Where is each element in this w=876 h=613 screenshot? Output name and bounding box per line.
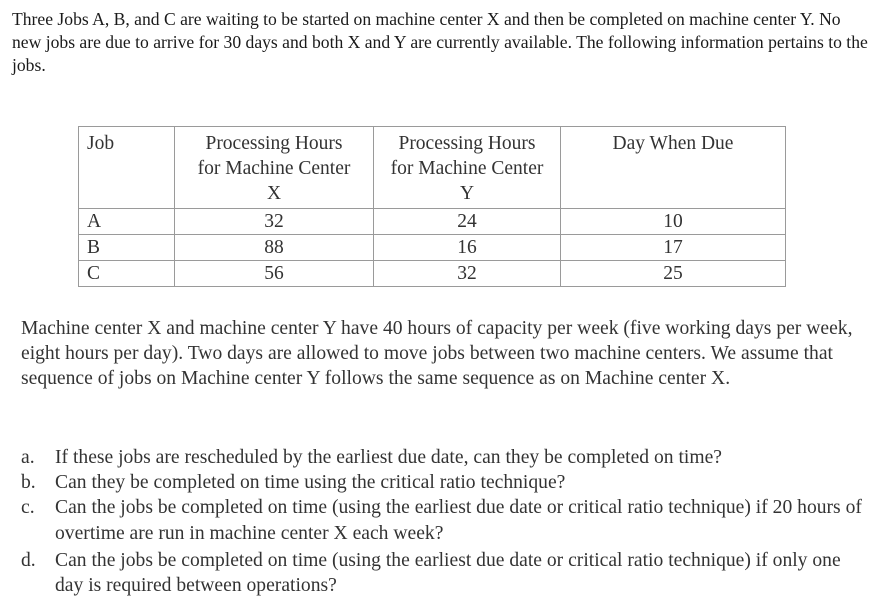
- cell-hours-y: 32: [374, 261, 561, 287]
- cell-job: B: [79, 235, 175, 261]
- jobs-table: [78, 126, 786, 287]
- list-item: [0, 445, 866, 470]
- list-item: [0, 495, 866, 545]
- header-x-line2: for Machine Center: [197, 158, 351, 179]
- list-marker: a.: [21, 447, 35, 468]
- capacity-paragraph: Machine center X and machine center Y have 40 hours of capacity per week (five working days per week, eight hours per day). Two days are allowed to move jobs between two machine centers. We assume that sequence of jobs on Machine center Y follows the same sequence as on Machine center X.: [21, 318, 853, 390]
- header-day-due: Day When Due: [561, 127, 786, 209]
- cell-hours-y: 24: [374, 209, 561, 235]
- cell-due: 17: [561, 235, 786, 261]
- cell-job: A: [79, 209, 175, 235]
- question-text: Can they be completed on time using the critical ratio technique?: [55, 472, 566, 494]
- cell-hours-y: 16: [374, 235, 561, 261]
- question-text: If these jobs are rescheduled by the earliest due date, can they be completed on time?: [55, 447, 723, 468]
- cell-due: 25: [561, 261, 786, 287]
- list-item: [0, 548, 866, 598]
- header-x-line1: Processing Hours: [205, 133, 343, 154]
- cell-hours-x: 88: [175, 235, 374, 261]
- cell-hours-x: 56: [175, 261, 374, 287]
- header-processing-x: [175, 127, 374, 209]
- table-row: [79, 235, 786, 261]
- table-header-row: [79, 127, 786, 209]
- header-y-line2: for Machine Center: [390, 158, 544, 179]
- header-y-line1: Processing Hours: [398, 133, 536, 154]
- question-list: [0, 445, 866, 598]
- cell-due: 10: [561, 209, 786, 235]
- table-row: [79, 209, 786, 235]
- cell-hours-x: 32: [175, 209, 374, 235]
- question-text: Can the jobs be completed on time (using the earliest due date or critical ratio technique) if only one day is required between operations?: [55, 549, 841, 597]
- question-text: Can the jobs be completed on time (using the earliest due date or critical ratio technique) if 20 hours of overtime are run in machine center X each week?: [55, 497, 862, 544]
- table-row: [79, 261, 786, 287]
- list-marker: b.: [21, 472, 36, 494]
- cell-job: C: [79, 261, 175, 287]
- list-item: [0, 470, 866, 495]
- list-marker: d.: [21, 549, 36, 571]
- header-job: Job: [79, 127, 175, 209]
- header-processing-y: [374, 127, 561, 209]
- header-y-line3: Y: [459, 183, 475, 204]
- header-x-line3: X: [266, 183, 282, 204]
- list-marker: c.: [21, 497, 35, 519]
- intro-text: Three Jobs A, B, and C are waiting to be started on machine center X and then be completed on machine center Y. No new jobs are due to arrive for 30 days and both X and Y are currently available. The following information pertains to the jobs.: [12, 9, 868, 75]
